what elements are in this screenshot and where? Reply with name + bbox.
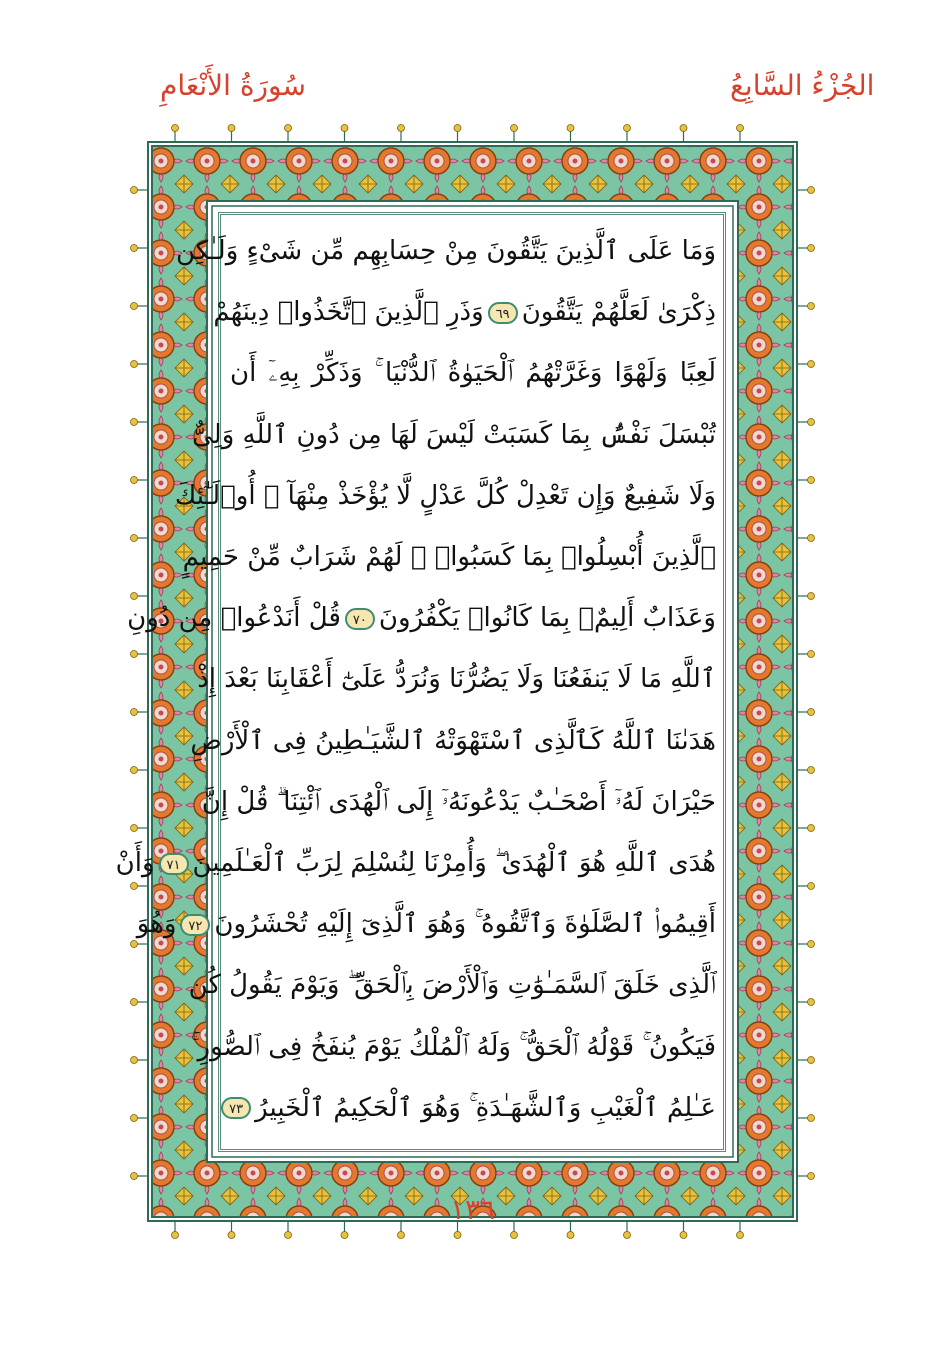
tassel-ornament-icon (172, 1221, 179, 1239)
ayah-number-marker: ٧٠ (345, 608, 375, 630)
ayah-text: ٱلَّذِى خَلَقَ ٱلسَّمَـٰوَٰتِ وَٱلْأَرْضَ بِٱلْحَقِّ ۖ وَيَوْمَ يَقُولُ كُن (188, 970, 716, 1001)
tassel-ornament-icon (680, 1221, 687, 1239)
ayah-text: قُلْ أَنَدْعُوا۟ مِن دُونِ (127, 603, 341, 634)
tassel-ornament-icon (398, 125, 405, 143)
ayah-line (136, 897, 716, 951)
ayah-text: هَدَىٰنَا ٱللَّهُ كَٱلَّذِى ٱسْتَهْوَتْهُ ٱلشَّيَـٰطِينُ فِى ٱلْأَرْضِ (190, 725, 716, 756)
tassel-ornament-icon (131, 187, 149, 194)
tassel-ornament-icon (172, 125, 179, 143)
tassel-ornament-icon (341, 125, 348, 143)
tassel-ornament-icon (797, 709, 815, 716)
ayah-line (127, 591, 716, 645)
ayah-text: وَعَذَابٌ أَلِيمٌۢ بِمَا كَانُوا۟ يَكْفُرُونَ (378, 603, 716, 634)
tassel-ornament-icon (131, 361, 149, 368)
ayah-line (188, 958, 716, 1012)
ayah-line (190, 714, 716, 768)
tassel-ornament-icon (131, 419, 149, 426)
tassel-ornament-icon (797, 477, 815, 484)
tassel-ornament-icon (511, 125, 518, 143)
ayah-text: أَقِيمُوا۟ ٱلصَّلَوٰةَ وَٱتَّقُوهُ ۚ وَهُوَ ٱلَّذِىٓ إِلَيْهِ تُحْشَرُونَ (214, 909, 716, 940)
tassel-ornament-icon (285, 125, 292, 143)
ayah-line (174, 469, 716, 523)
ayah-lines (115, 224, 716, 1142)
tassel-ornament-icon (680, 125, 687, 143)
ayah-text: وَلَا شَفِيعٌ وَإِن تَعْدِلْ كُلَّ عَدْلٍ لَّا يُؤْخَذْ مِنْهَآ ۗ أُو۟لَـٰٓئِكَ (174, 480, 716, 511)
tassel-ornament-icon (797, 303, 815, 310)
tassel-ornament-icon (131, 651, 149, 658)
ayah-text: عَـٰلِمُ ٱلْغَيْبِ وَٱلشَّهَـٰدَةِ ۚ وَهُوَ ٱلْحَكِيمُ ٱلْخَبِيرُ (255, 1092, 716, 1123)
ayah-number-marker: ٧٣ (221, 1097, 251, 1119)
tassel-ornament-icon (797, 999, 815, 1006)
tassel-ornament-icon (131, 1115, 149, 1122)
tassel-ornament-icon (797, 825, 815, 832)
ayah-line (191, 1020, 716, 1074)
tassel-ornament-icon (131, 477, 149, 484)
tassel-ornament-icon (737, 1221, 744, 1239)
tassel-ornament-icon (131, 825, 149, 832)
tassel-ornament-icon (797, 187, 815, 194)
ayah-text: وَأَنْ (115, 848, 155, 878)
ayah-text: وَذَرِ ٱلَّذِينَ ٱتَّخَذُوا۟ دِينَهُمْ (213, 297, 484, 328)
ayah-line (182, 530, 716, 584)
tassel-ornament-icon (228, 125, 235, 143)
ayah-line (115, 836, 716, 890)
ayah-text: وَهُوَ (136, 909, 177, 940)
tassel-ornament-icon (131, 999, 149, 1006)
tassel-ornament-icon (624, 125, 631, 143)
tassel-ornament-icon (131, 1057, 149, 1064)
tassel-ornament-icon (797, 767, 815, 774)
tassel-ornament-icon (624, 1221, 631, 1239)
ayah-line (230, 346, 716, 400)
tassel-ornament-icon (285, 1221, 292, 1239)
ayah-line (176, 224, 716, 278)
ayah-text: حَيْرَانَ لَهُۥٓ أَصْحَـٰبٌ يَدْعُونَهُۥٓ إِلَى ٱلْهُدَى ٱئْتِنَا ۗ قُلْ إِنَّ (201, 786, 716, 817)
ayah-text: فَيَكُونُ ۚ قَوْلُهُ ٱلْحَقُّ ۚ وَلَهُ ٱلْمُلْكُ يَوْمَ يُنفَخُ فِى ٱلصُّورِ ۚ (191, 1031, 716, 1062)
tassel-ornament-icon (797, 1173, 815, 1180)
ayah-text: تُبْسَلَ نَفْسٌۢ بِمَا كَسَبَتْ لَيْسَ لَهَا مِن دُونِ ٱللَّهِ وَلِىٌّ (192, 419, 716, 450)
tassel-ornament-icon (797, 1115, 815, 1122)
ayah-text: هُدَى ٱللَّهِ هُوَ ٱلْهُدَىٰ ۖ وَأُمِرْنَا لِنُسْلِمَ لِرَبِّ ٱلْعَـٰلَمِينَ (192, 848, 716, 878)
tassel-ornament-icon (131, 303, 149, 310)
ayah-text: ٱللَّهِ مَا لَا يَنفَعُنَا وَلَا يَضُرُّنَا وَنُرَدُّ عَلَىٰٓ أَعْقَابِنَا بَعْدَ إِذْ (197, 664, 716, 695)
ayah-line (192, 408, 716, 462)
tassel-ornament-icon (797, 941, 815, 948)
tassel-ornament-icon (797, 651, 815, 658)
ayah-line (201, 775, 716, 829)
tassel-ornament-icon (797, 419, 815, 426)
page-number: ١٣٦ (449, 1193, 496, 1226)
tassel-ornament-icon (131, 767, 149, 774)
ayah-line (213, 285, 716, 339)
ayah-line (230, 1081, 716, 1135)
ayah-number-marker: ٧٢ (180, 914, 210, 936)
tassel-ornament-icon (131, 709, 149, 716)
tassel-ornament-icon (228, 1221, 235, 1239)
tassel-ornament-icon (797, 1057, 815, 1064)
ayah-text: لَعِبًا وَلَهْوًا وَغَرَّتْهُمُ ٱلْحَيَوٰةُ ٱلدُّنْيَا ۚ وَذَكِّرْ بِهِۦٓ أَن (230, 358, 716, 389)
tassel-ornament-icon (131, 245, 149, 252)
ayah-text: ٱلَّذِينَ أُبْسِلُوا۟ بِمَا كَسَبُوا۟ ۖ لَهُمْ شَرَابٌ مِّنْ حَمِيمٍ (182, 542, 716, 572)
ayah-text: ذِكْرَىٰ لَعَلَّهُمْ يَتَّقُونَ (521, 297, 716, 328)
tassel-ornament-icon (797, 883, 815, 890)
tassel-ornament-icon (737, 125, 744, 143)
tassel-ornament-icon (797, 535, 815, 542)
tassel-ornament-icon (797, 593, 815, 600)
tassel-ornament-icon (341, 1221, 348, 1239)
surah-title: سُورَةُ الأَنْعَامِ (160, 69, 306, 102)
tassel-ornament-icon (131, 1173, 149, 1180)
ayah-line (197, 652, 716, 706)
ayah-number-marker: ٧١ (159, 853, 189, 875)
tassel-ornament-icon (398, 1221, 405, 1239)
ayah-number-marker: ٦٩ (488, 302, 518, 324)
tassel-ornament-icon (797, 361, 815, 368)
tassel-ornament-icon (454, 125, 461, 143)
juz-title: الجُزْءُ السَّابِعُ (730, 69, 875, 102)
tassel-ornament-icon (131, 535, 149, 542)
tassel-ornament-icon (797, 245, 815, 252)
tassel-ornament-icon (567, 125, 574, 143)
tassel-ornament-icon (567, 1221, 574, 1239)
ayah-text: وَمَا عَلَى ٱلَّذِينَ يَتَّقُونَ مِنْ حِسَابِهِم مِّن شَىْءٍ وَلَـٰكِن (176, 236, 716, 266)
